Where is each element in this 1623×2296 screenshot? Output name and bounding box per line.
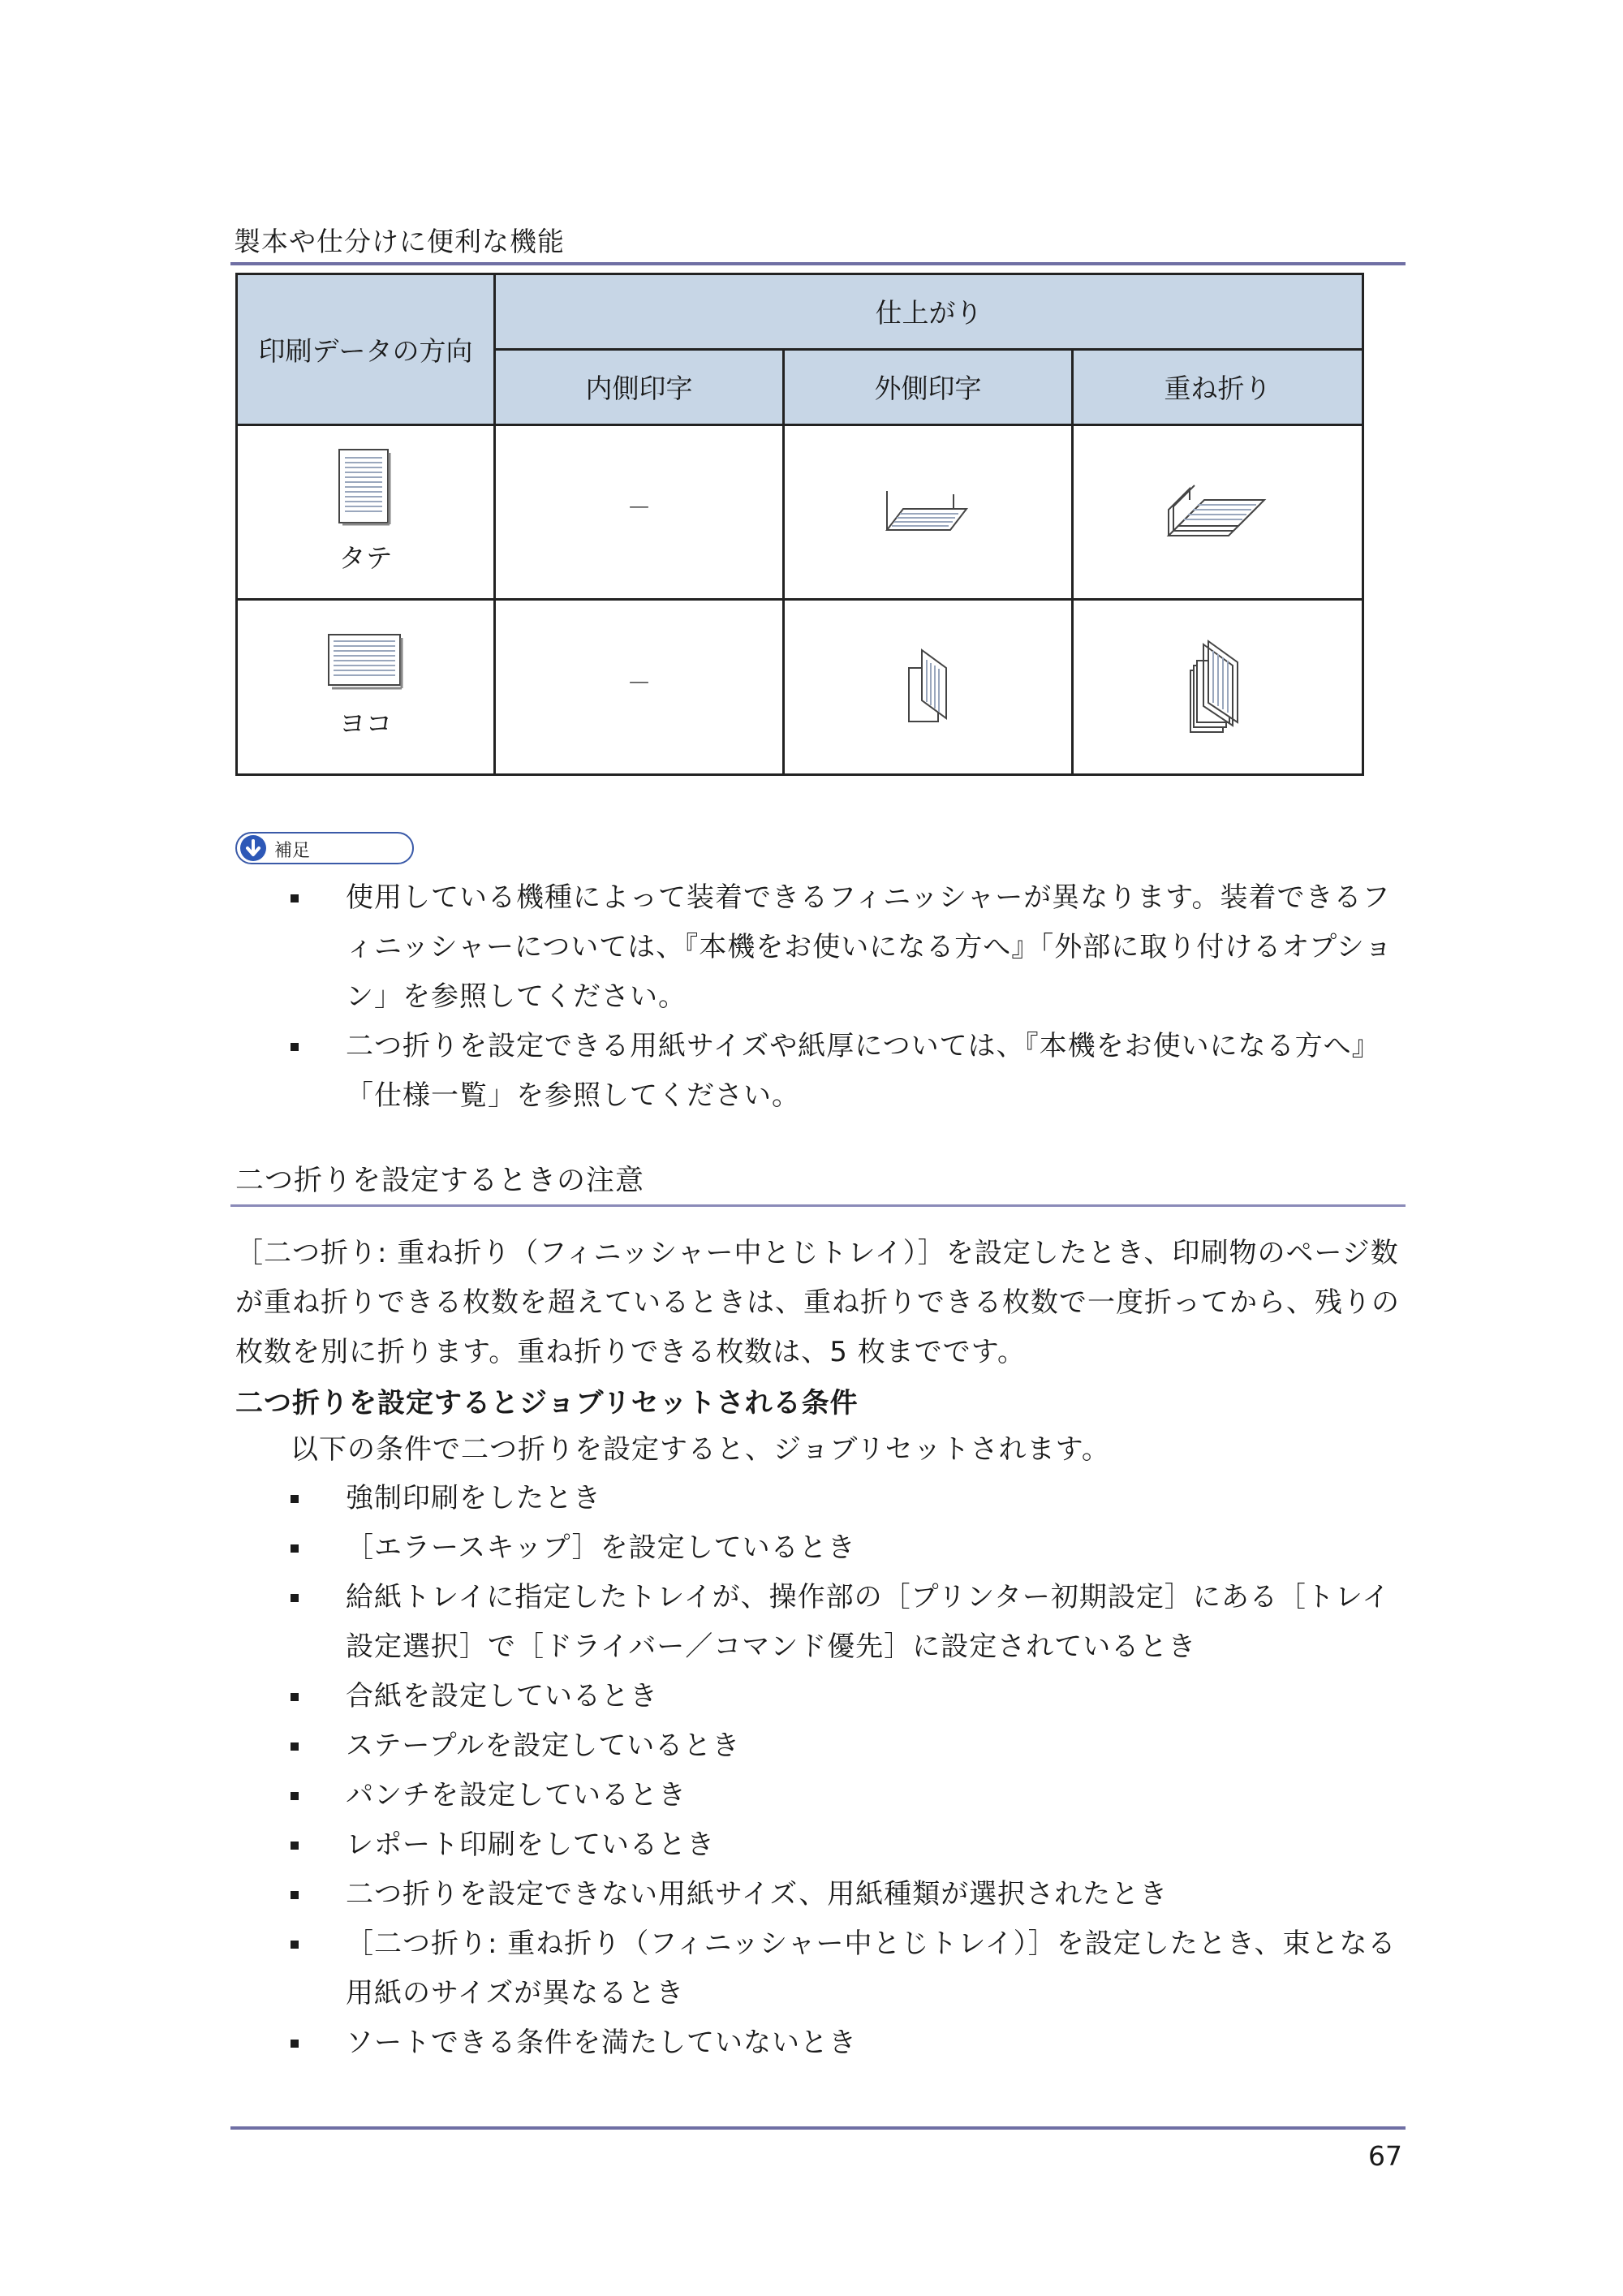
list-item: ステープルを設定しているとき (291, 1721, 1406, 1771)
direction-label-landscape: ヨコ (338, 708, 393, 740)
portrait-page-icon (338, 448, 394, 526)
outer-fold-landscape-icon (904, 647, 953, 728)
stack-fold-portrait-icon (1165, 482, 1271, 542)
header-outer-print: 外側印字 (784, 349, 1073, 424)
intro-text: 以下の条件で二つ折りを設定すると、ジョブリセットされます。 (291, 1433, 1110, 1466)
list-item: 二つ折りを設定できる用紙サイズや紙厚については、『本機をお使いになる方へ』「仕様一覧」を参照してください。 (291, 1022, 1406, 1121)
note-list (291, 873, 1406, 1121)
condition-list (291, 1474, 1406, 2068)
stack-fold-cell (1073, 600, 1363, 775)
outer-fold-portrait-icon (884, 488, 973, 536)
direction-label-portrait: タテ (338, 542, 393, 575)
page-number: 67 (1368, 2140, 1402, 2172)
section-title: 二つ折りを設定するときの注意 (235, 1165, 645, 1197)
list-item: 使用している機種によって装着できるフィニッシャーが異なります。装着できるフィニッシャーについては、『本機をお使いになる方へ』「外部に取り付けるオプション」を参照してください。 (291, 873, 1406, 1022)
outer-print-cell (784, 600, 1073, 775)
header-rule (230, 262, 1406, 265)
header-direction: 印刷データの方向 (237, 274, 495, 425)
stack-fold-cell (1073, 424, 1363, 600)
list-item: パンチを設定しているとき (291, 1771, 1406, 1820)
fold-options-table (235, 273, 1364, 776)
list-item: 合紙を設定しているとき (291, 1672, 1406, 1721)
direction-cell-portrait (237, 424, 495, 600)
outer-print-cell (784, 424, 1073, 600)
section-paragraph: ［二つ折り: 重ね折り（フィニッシャー中とじトレイ）］を設定したとき、印刷物のページ数が重ね折りできる枚数を超えているときは、重ね折りできる枚数で一度折ってから、残りの枚数を別に折ります。重ね折りできる枚数は、5 枚までです。 (235, 1237, 1400, 1368)
list-item: 給紙トレイに指定したトレイが、操作部の［プリンター初期設定］にある［トレイ設定選択］で［ドライバー／コマンド優先］に設定されているとき (291, 1573, 1406, 1672)
list-item: ［二つ折り: 重ね折り（フィニッシャー中とじトレイ）］を設定したとき、束となる用紙のサイズが異なるとき (291, 1919, 1406, 2018)
note-label: 補足 (274, 841, 311, 861)
header-inner-print: 内側印字 (495, 349, 784, 424)
list-item: レポート印刷をしているとき (291, 1820, 1406, 1870)
section-header-title: 製本や仕分けに便利な機能 (234, 226, 565, 257)
inner-print-cell: － (495, 600, 784, 775)
section-rule (230, 1204, 1406, 1207)
stack-fold-landscape-icon (1186, 638, 1251, 737)
list-item: 強制印刷をしたとき (291, 1474, 1406, 1523)
landscape-page-icon (327, 633, 405, 691)
table-row (237, 600, 1363, 775)
note-badge (235, 832, 414, 864)
list-item: ソートできる条件を満たしていないとき (291, 2018, 1406, 2068)
header-stack-fold: 重ね折り (1073, 349, 1363, 424)
list-item: 二つ折りを設定できない用紙サイズ、用紙種類が選択されたとき (291, 1870, 1406, 1919)
down-arrow-icon (240, 835, 266, 861)
direction-cell-landscape (237, 600, 495, 775)
table-row (237, 424, 1363, 600)
footer-rule (230, 2126, 1406, 2130)
subheading: 二つ折りを設定するとジョブリセットされる条件 (235, 1387, 859, 1419)
inner-print-cell: － (495, 424, 784, 600)
list-item: ［エラースキップ］を設定しているとき (291, 1523, 1406, 1573)
header-finish: 仕上がり (495, 274, 1363, 350)
